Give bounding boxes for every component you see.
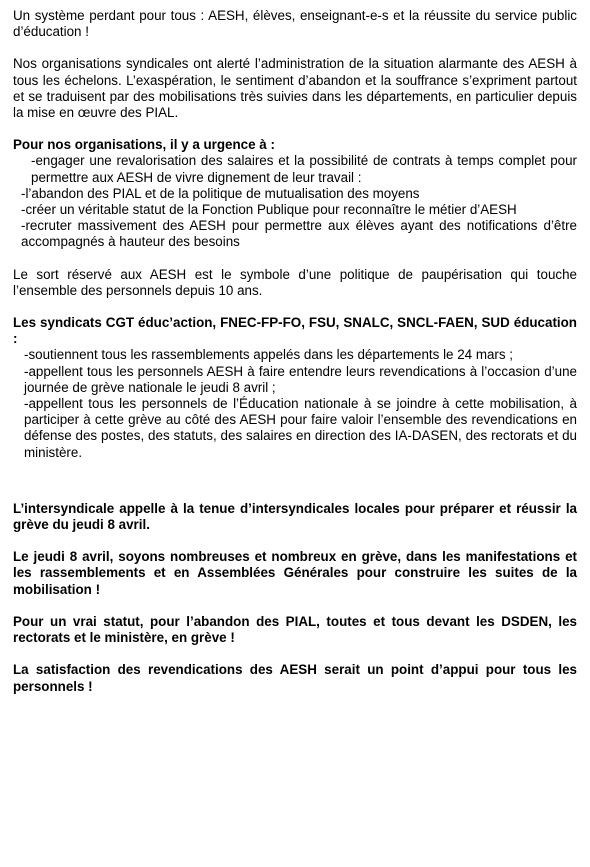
syndicats-item-soutiennent: -soutiennent tous les rassemblements appelés dans les départements le 24 mars ; — [24, 347, 514, 363]
syndicats-item-appellent-personnels: -appellent tous les personnels de l’Éducation nationale à se joindre à cette mobilisation, à participer à cette grève au côté des AESH pour faire valoir l’ensemble des revendications en défense des postes, des statuts, des salaires en direction des IA-DASEN, des rectorats et du ministère. — [24, 396, 577, 460]
spacer — [13, 485, 577, 501]
spacer — [13, 121, 577, 137]
greve-paragraph: Le jeudi 8 avril, soyons nombreuses et nombreux en grève, dans les manifestations et les rassemblements et en Assemblées Générales pour construire les suites de la mobilisation ! — [13, 549, 577, 597]
spacer — [13, 461, 577, 485]
urgence-item-recruter: -recruter massivement des AESH pour permettre aux élèves ayant des notifications d’être accompagnés à hauteur des besoins — [21, 218, 577, 250]
urgence-item-pial: -l’abandon des PIAL et de la politique de mutualisation des moyens — [21, 185, 420, 201]
context-paragraph: Nos organisations syndicales ont alerté l’administration de la situation alarmante des AESH à tous les échelons. L’exaspération, le sentiment d’abandon et la souffrance s’expriment partout et se traduisent par des mobilisations très suivies dans les départements, en particulier depuis la mise en œuvre des PIAL. — [13, 56, 577, 121]
statut-paragraph: Pour un vrai statut, pour l’abandon des PIAL, toutes et tous devant les DSDEN, les rectorats et le ministère, en grève ! — [13, 613, 577, 646]
intersyndicale-paragraph: L’intersyndicale appelle à la tenue d’intersyndicales locales pour préparer et réussir la grève du jeudi 8 avril. — [13, 500, 577, 533]
urgence-heading: Pour nos organisations, il y a urgence à : — [13, 137, 275, 153]
spacer — [13, 299, 577, 315]
spacer — [13, 533, 577, 549]
symbol-paragraph: Le sort réservé aux AESH est le symbole d’une politique de paupérisation qui touche l’ensemble des personnels depuis 10 ans. — [13, 266, 577, 298]
document-page — [13, 8, 577, 695]
intro-paragraph: Un système perdant pour tous : AESH, élèves, enseignant-e-s et la réussite du service public d’éducation ! — [13, 8, 577, 40]
satisfaction-paragraph: La satisfaction des revendications des AESH serait un point d’appui pour tous les personnels ! — [13, 662, 577, 694]
spacer — [13, 598, 577, 614]
spacer — [13, 251, 577, 267]
spacer — [13, 40, 577, 56]
spacer — [13, 646, 577, 662]
urgence-item-salaires: -engager une revalorisation des salaires et la possibilité de contrats à temps complet pour permettre aux AESH de vivre dignement de leur travail : — [31, 153, 577, 185]
syndicats-item-appellent-aesh: -appellent tous les personnels AESH à faire entendre leurs revendications à l’occasion d’une journée de grève nationale le jeudi 8 avril ; — [24, 363, 577, 395]
syndicats-heading: Les syndicats CGT éduc’action, FNEC-FP-FO, FSU, SNALC, SNCL-FAEN, SUD éducation : — [13, 315, 577, 347]
urgence-item-statut: -créer un véritable statut de la Fonction Publique pour reconnaître le métier d’AESH — [21, 202, 517, 218]
